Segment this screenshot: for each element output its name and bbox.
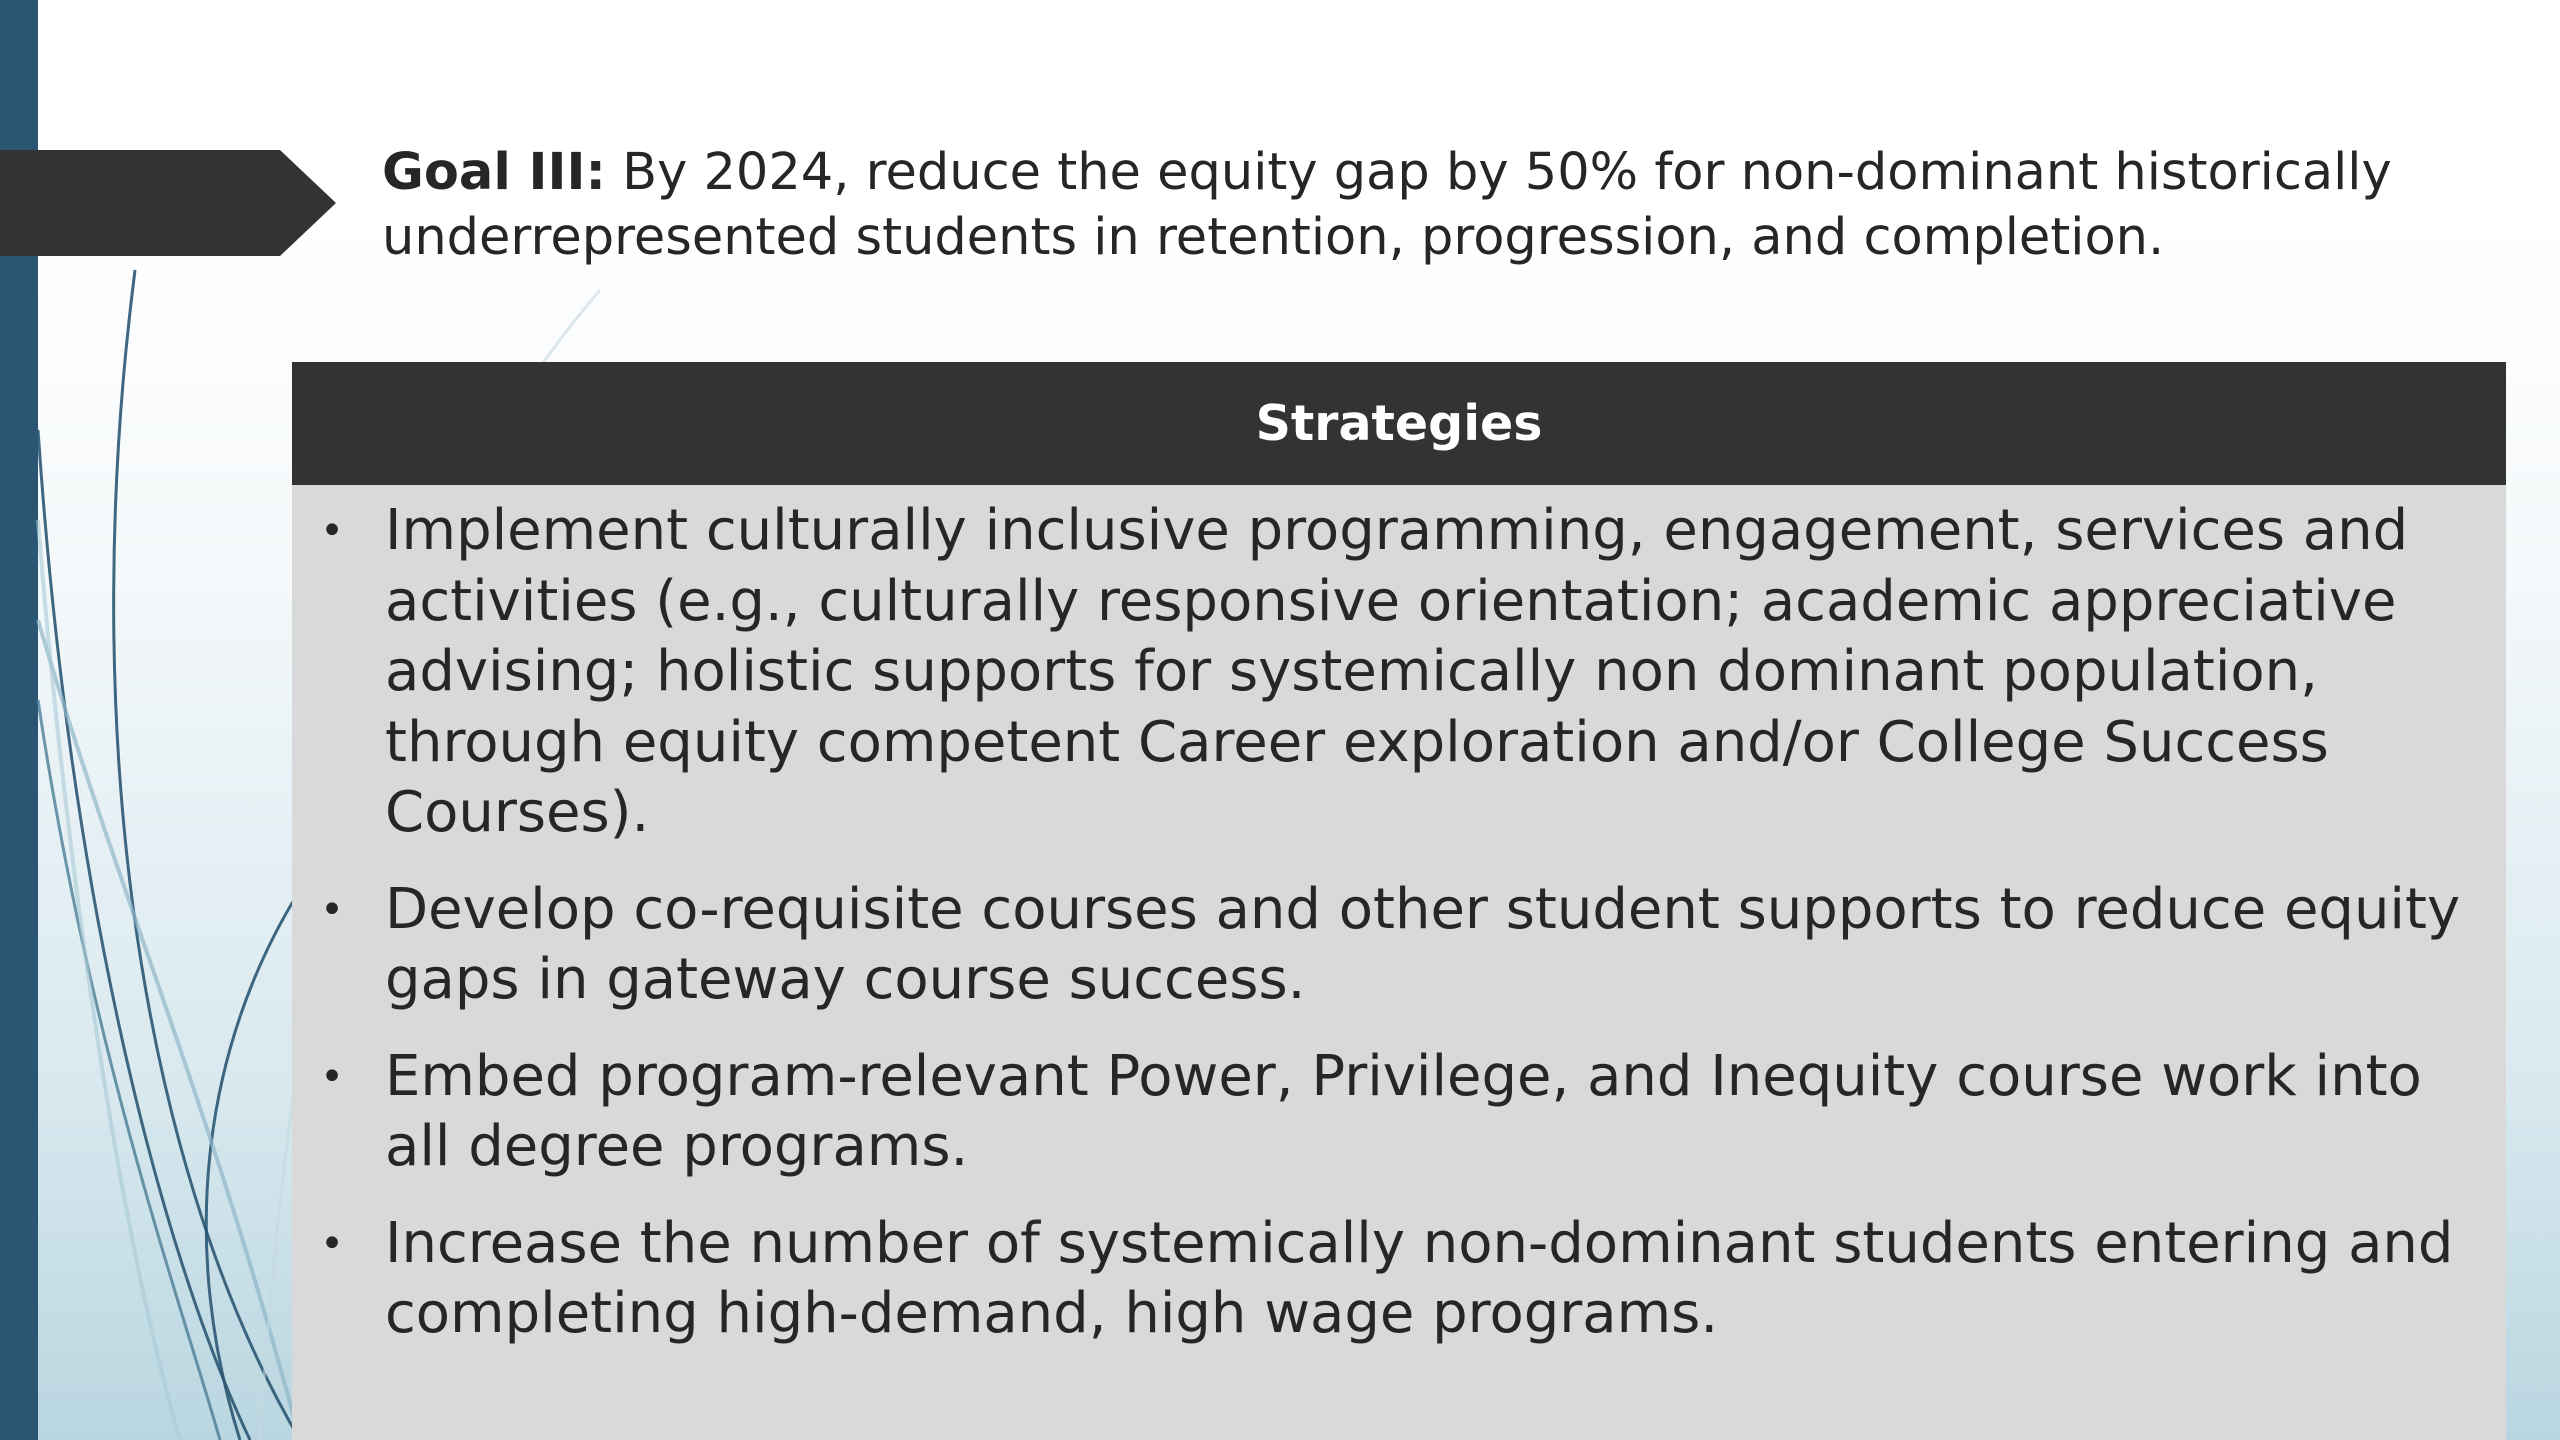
strategies-header: Strategies	[292, 362, 2506, 485]
strategy-list	[292, 496, 2506, 1376]
goal-label: Goal III:	[382, 143, 606, 202]
goal-description: By 2024, reduce the equity gap by 50% for non-dominant historically underrepresented students in retention, progression, and completion.	[382, 143, 2392, 267]
goal-arrow-tab	[0, 150, 336, 256]
strategy-text: Increase the number of systemically non-dominant students entering and completing high-demand, high wage programs.	[385, 1210, 2454, 1346]
strategy-item	[292, 875, 2506, 1016]
strategy-text: Implement culturally inclusive programming, engagement, services and activities (e.g., culturally responsive orientation; academic appreciative advising; holistic supports for systemically non dominant population, through equity competent Career exploration and/or College Success Courses).	[385, 498, 2409, 845]
strategy-text: Develop co-requisite courses and other student supports to reduce equity gaps in gateway course success.	[385, 876, 2461, 1012]
goal-statement	[382, 140, 2482, 270]
strategy-item	[292, 1042, 2506, 1183]
strategy-item	[292, 496, 2506, 849]
bullet-icon: •	[320, 886, 344, 933]
bullet-icon: •	[320, 508, 344, 554]
strategy-text: Embed program-relevant Power, Privilege, and Inequity course work into all degree programs.	[385, 1043, 2422, 1179]
strategy-item	[292, 1209, 2506, 1350]
bullet-icon: •	[320, 1220, 344, 1267]
strategies-panel	[292, 362, 2506, 1440]
bullet-icon: •	[320, 1053, 344, 1100]
